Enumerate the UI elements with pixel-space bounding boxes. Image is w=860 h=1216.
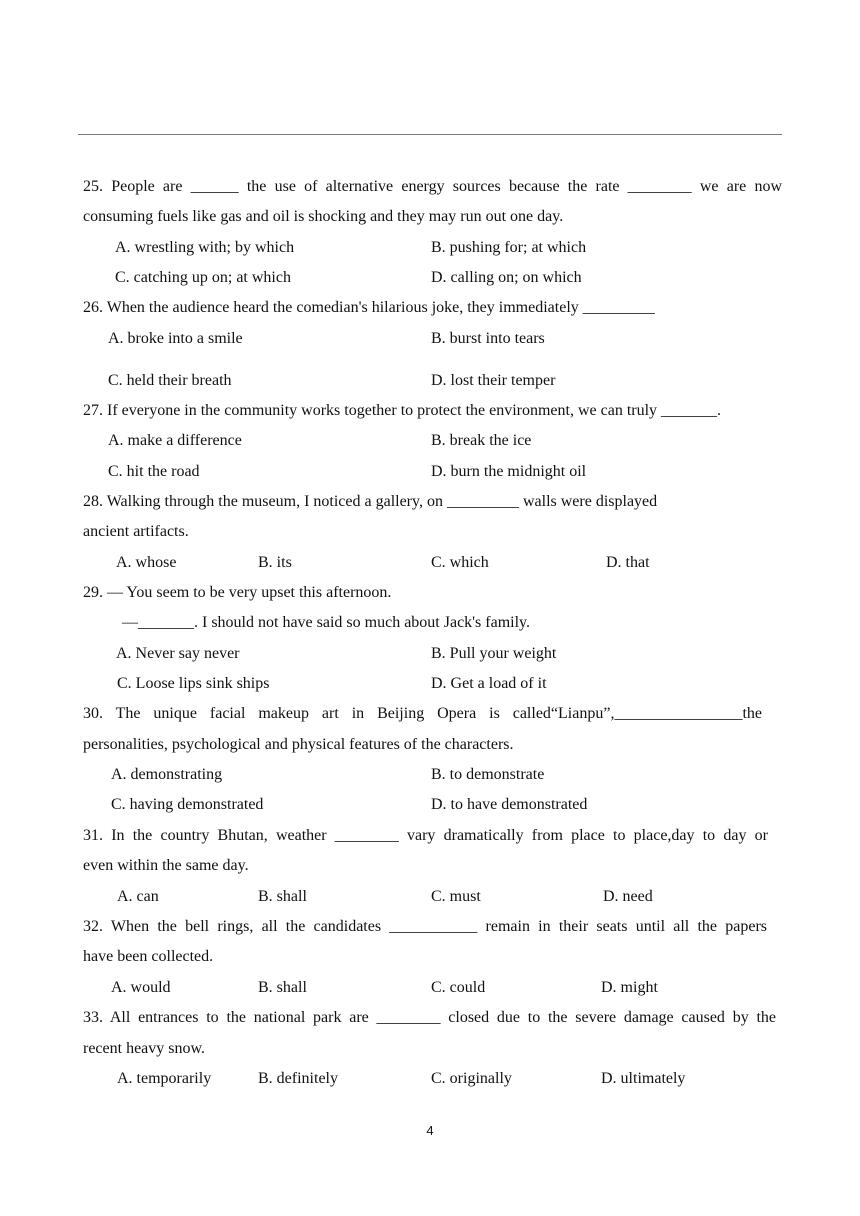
question-29-option-d: D. Get a load of it xyxy=(431,675,547,692)
question-32-option-c: C. could xyxy=(431,979,486,996)
question-30-stem-cont: personalities, psychological and physical features of the characters. xyxy=(83,736,514,753)
question-26-option-a: A. broke into a smile xyxy=(108,330,243,347)
question-29-option-a: A. Never say never xyxy=(116,645,240,662)
question-33-stem: 33. All entrances to the national park are ________ closed due to the severe damage caused by the xyxy=(83,1009,776,1026)
page-number: 4 xyxy=(426,1123,434,1138)
question-33-option-d: D. ultimately xyxy=(601,1070,686,1087)
question-33-option-a: A. temporarily xyxy=(117,1070,212,1087)
question-32-option-d: D. might xyxy=(601,979,658,996)
question-32-option-a: A. would xyxy=(111,979,171,996)
question-25-option-b: B. pushing for; at which xyxy=(431,239,587,256)
question-33-stem-cont: recent heavy snow. xyxy=(83,1040,206,1057)
question-26-option-c: C. held their breath xyxy=(108,372,232,389)
question-29-option-b: B. Pull your weight xyxy=(431,645,557,662)
question-31-option-b: B. shall xyxy=(258,888,307,905)
question-28-stem-cont: ancient artifacts. xyxy=(83,523,189,540)
question-27-option-a: A. make a difference xyxy=(108,432,242,449)
question-30-option-c: C. having demonstrated xyxy=(111,796,264,813)
question-28-option-d: D. that xyxy=(606,554,650,571)
question-29-option-c: C. Loose lips sink ships xyxy=(117,675,270,692)
question-32-option-b: B. shall xyxy=(258,979,307,996)
question-26-option-b: B. burst into tears xyxy=(431,330,545,347)
question-31-option-a: A. can xyxy=(117,888,159,905)
question-29-stem: 29. — You seem to be very upset this afternoon. xyxy=(83,584,392,601)
question-31-option-d: D. need xyxy=(603,888,653,905)
question-28-option-a: A. whose xyxy=(116,554,177,571)
question-25-option-d: D. calling on; on which xyxy=(431,269,582,286)
question-25-option-c: C. catching up on; at which xyxy=(115,269,291,286)
question-31-stem: 31. In the country Bhutan, weather ________ vary dramatically from place to place,day to day or xyxy=(83,827,768,844)
question-27-option-d: D. burn the midnight oil xyxy=(431,463,587,480)
question-25-stem: 25. People are ______ the use of alternative energy sources because the rate ________ we are now xyxy=(83,178,782,195)
question-30-option-b: B. to demonstrate xyxy=(431,766,545,783)
question-31-option-c: C. must xyxy=(431,888,481,905)
question-33-option-c: C. originally xyxy=(431,1070,512,1087)
question-32-stem-cont: have been collected. xyxy=(83,948,214,965)
question-26-stem: 26. When the audience heard the comedian's hilarious joke, they immediately _________ xyxy=(83,299,655,316)
question-26-option-d: D. lost their temper xyxy=(431,372,556,389)
header-rule xyxy=(78,134,782,135)
question-31-stem-cont: even within the same day. xyxy=(83,857,249,874)
question-30-stem: 30. The unique facial makeup art in Beijing Opera is called“Lianpu”,________________the xyxy=(83,705,762,722)
question-28-option-c: C. which xyxy=(431,554,489,571)
question-30-option-d: D. to have demonstrated xyxy=(431,796,588,813)
question-25-option-a: A. wrestling with; by which xyxy=(115,239,295,256)
question-30-option-a: A. demonstrating xyxy=(111,766,223,783)
question-27-option-c: C. hit the road xyxy=(108,463,200,480)
question-28-option-b: B. its xyxy=(258,554,292,571)
question-33-option-b: B. definitely xyxy=(258,1070,338,1087)
question-25-stem-cont: consuming fuels like gas and oil is shocking and they may run out one day. xyxy=(83,208,564,225)
question-32-stem: 32. When the bell rings, all the candidates ___________ remain in their seats until all the papers xyxy=(83,918,767,935)
question-27-option-b: B. break the ice xyxy=(431,432,532,449)
question-29-stem-cont: —_______. I should not have said so much about Jack's family. xyxy=(122,614,531,631)
question-27-stem: 27. If everyone in the community works together to protect the environment, we can truly _______. xyxy=(83,402,722,419)
question-28-stem: 28. Walking through the museum, I noticed a gallery, on _________ walls were displayed xyxy=(83,493,658,510)
